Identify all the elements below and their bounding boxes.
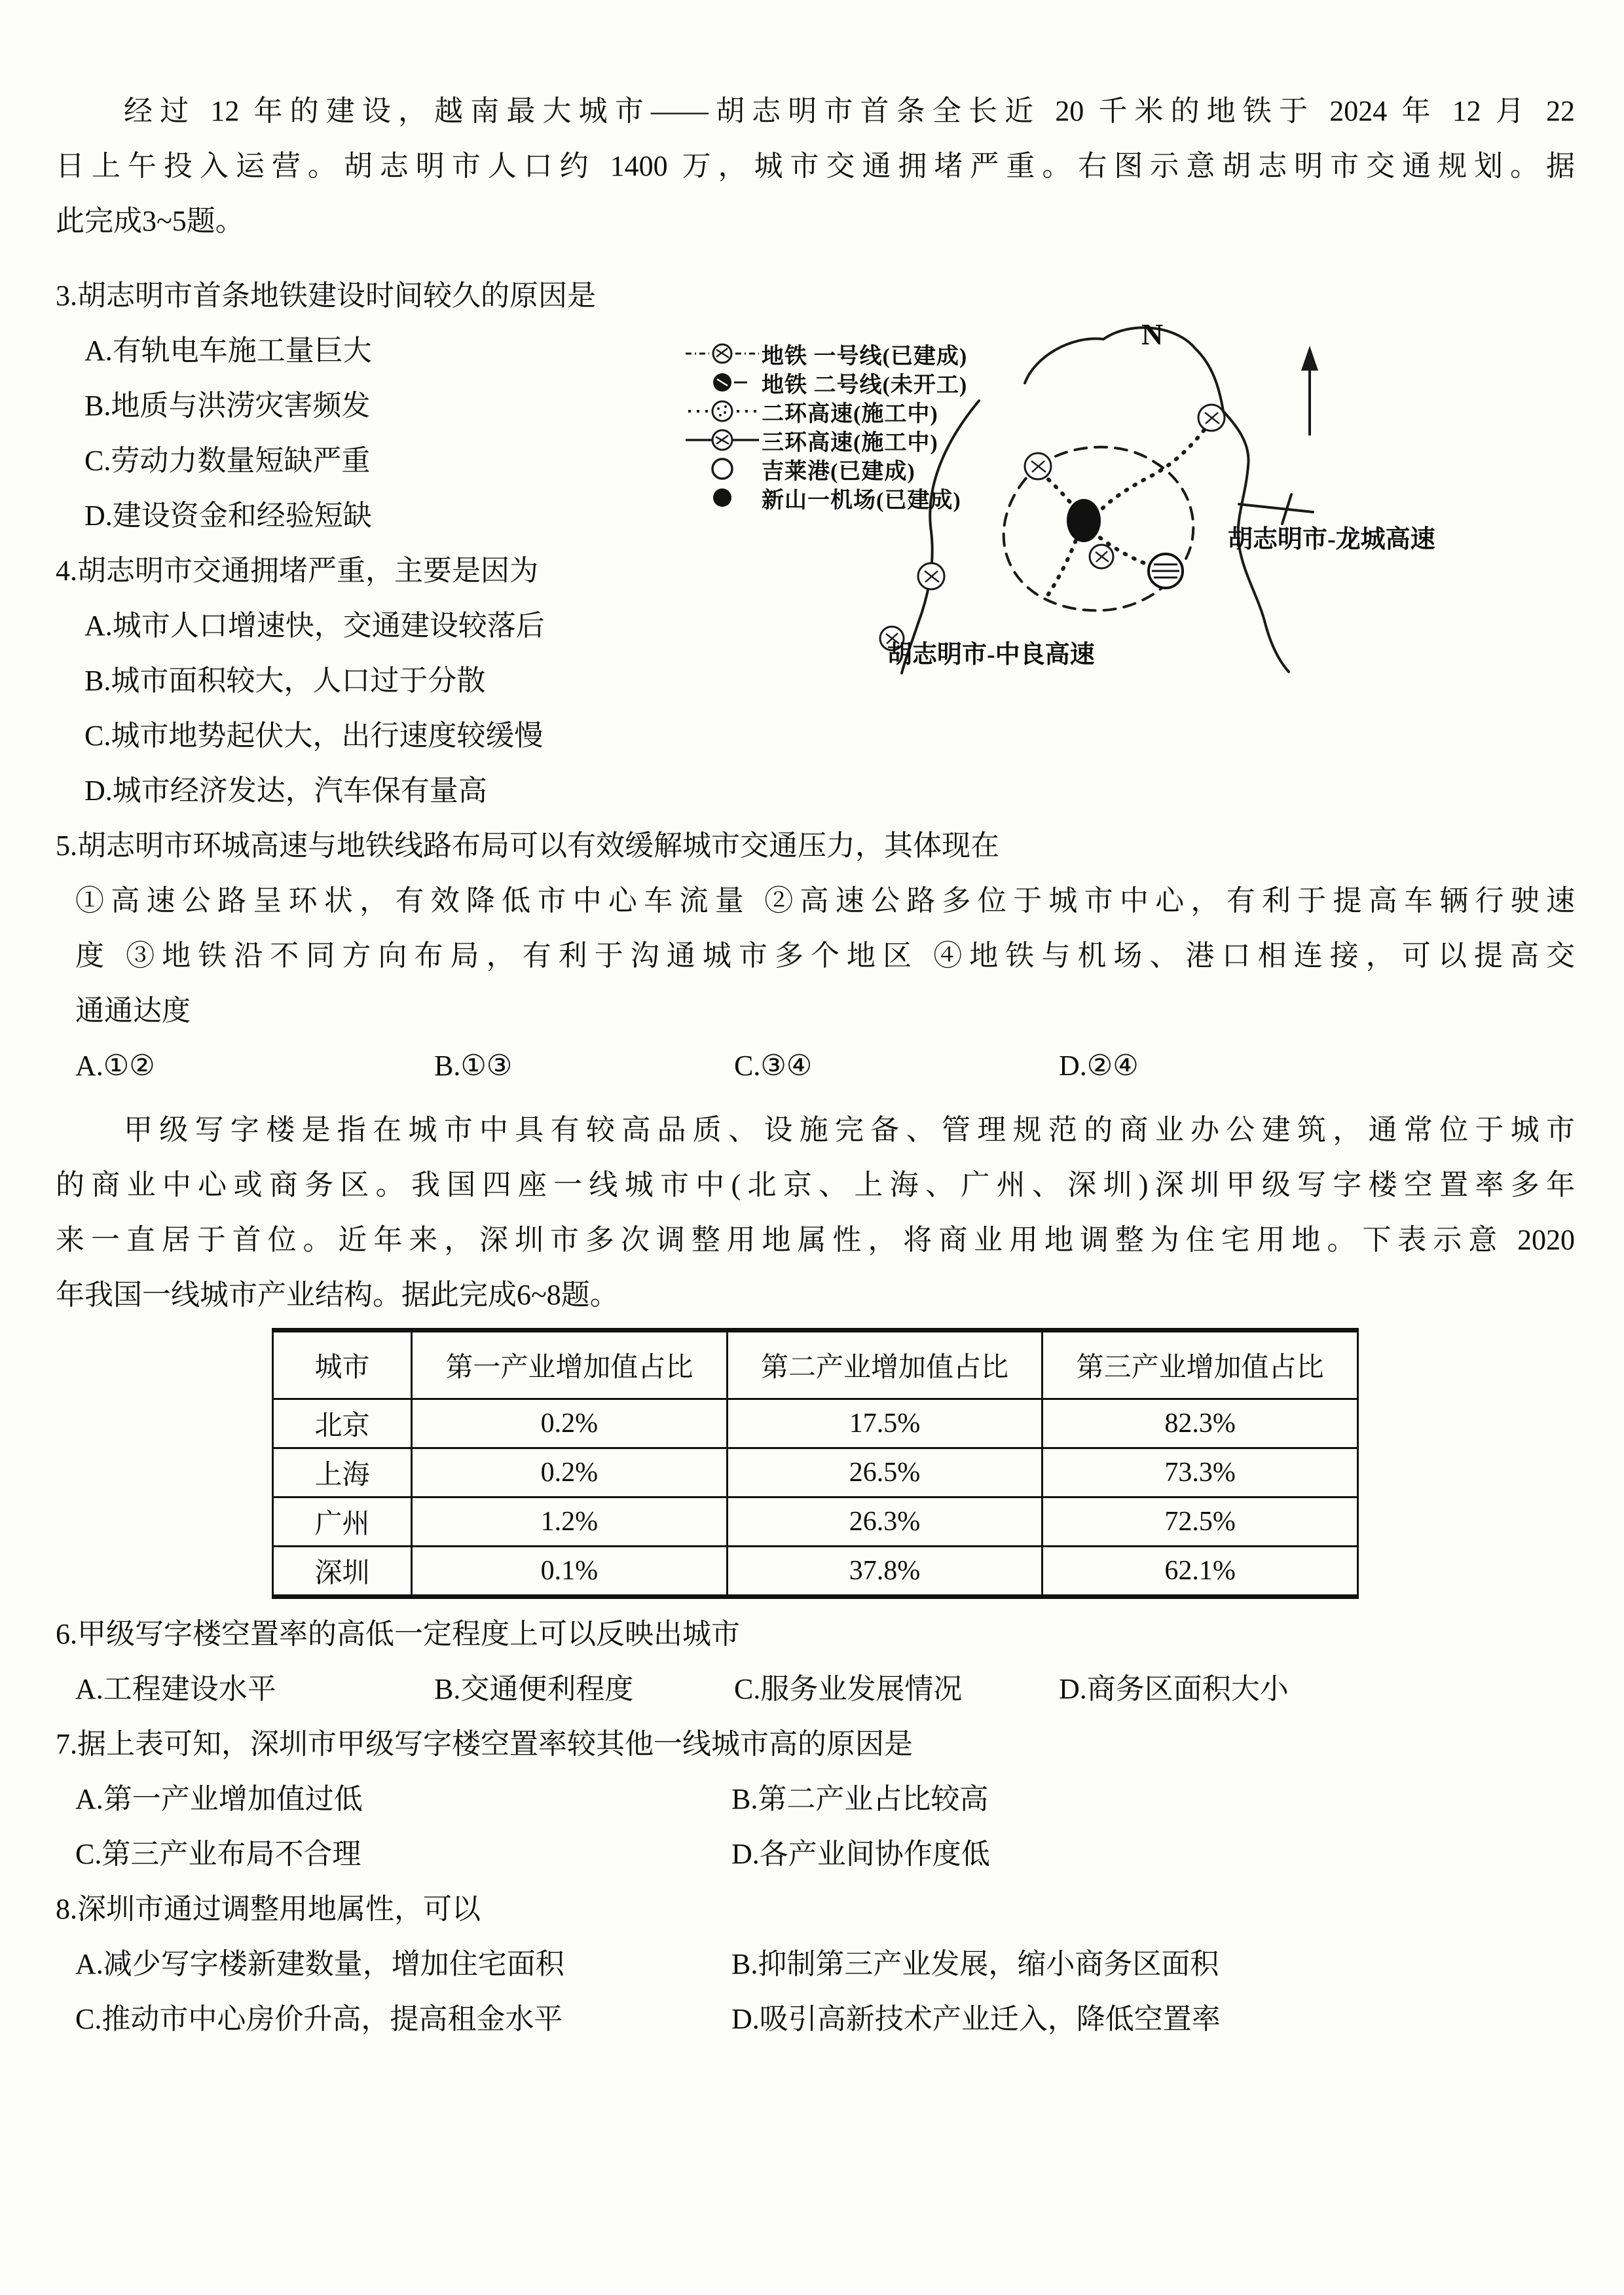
metro-line2-icon xyxy=(684,371,762,394)
option-label: C. xyxy=(75,2003,102,2035)
question-number: 8. xyxy=(56,1893,77,1925)
question-3-stem: 3.胡志明市首条地铁建设时间较久的原因是 xyxy=(56,280,596,312)
header-primary-industry: 第一产业增加值占比 xyxy=(412,1331,728,1399)
option-label: C. xyxy=(84,720,111,752)
text-line: 甲级写字楼是指在城市中具有较高品质、设施完备、管理规范的商业办公建筑，通常位于城市 xyxy=(124,1114,1575,1146)
question-3-option-a: A.有轨电车施工量巨大 xyxy=(84,335,372,367)
question-7-option-d: D.各产业间协作度低 xyxy=(731,1838,990,1870)
question-5-statements xyxy=(56,873,1575,1038)
option-label: A. xyxy=(75,1673,103,1705)
question-5-option-b: B.①③ xyxy=(434,1050,513,1082)
text-line: 来一直居于首位。近年来，深圳市多次调整用地属性，将商业用地调整为住宅用地。下表示意 2020 xyxy=(56,1224,1575,1256)
question-7-options-row1 xyxy=(56,1772,1575,1827)
cell-primary: 0.2% xyxy=(412,1448,728,1497)
question-number: 6. xyxy=(56,1618,77,1650)
option-label: B. xyxy=(434,1673,461,1705)
question-7-option-c: C.第三产业布局不合理 xyxy=(75,1838,361,1870)
cell-secondary: 17.5% xyxy=(727,1399,1043,1448)
question-5-stem: 5.胡志明市环城高速与地铁线路布局可以有效缓解城市交通压力，其体现在 xyxy=(56,830,999,862)
question-number: 3. xyxy=(56,280,77,312)
question-3-4-section xyxy=(56,268,1575,818)
question-8-option-b: B.抑制第三产业发展，缩小商务区面积 xyxy=(731,1948,1219,1980)
text-line: 年我国一线城市产业结构。据此完成6~8题。 xyxy=(56,1279,619,1311)
intro-paragraph-1 xyxy=(56,84,1575,249)
option-label: C. xyxy=(734,1673,761,1705)
option-label: A. xyxy=(75,1783,103,1815)
zhongliang-expressway-label: 胡志明市-中良高速 xyxy=(887,641,1095,669)
question-number: 4. xyxy=(56,555,77,587)
question-5-option-a: A.①② xyxy=(75,1050,155,1082)
text-line: 度 ③地铁沿不同方向布局，有利于沟通城市多个地区 ④地铁与机场、港口相连接，可以提高交 xyxy=(75,940,1575,972)
table-header-row xyxy=(273,1331,1358,1399)
option-label: A. xyxy=(75,1050,103,1082)
table-row-beijing xyxy=(273,1399,1358,1448)
north-label: N xyxy=(1141,318,1164,351)
option-label: D. xyxy=(1059,1673,1087,1705)
north-arrow-icon xyxy=(1301,346,1318,435)
cell-tertiary: 72.5% xyxy=(1043,1497,1358,1547)
airport-icon xyxy=(684,486,762,509)
question-8-options-row1 xyxy=(56,1937,1575,1992)
question-7-option-b: B.第二产业占比较高 xyxy=(731,1783,989,1815)
cell-city: 北京 xyxy=(273,1399,412,1448)
cell-primary: 0.1% xyxy=(412,1547,728,1597)
question-3-option-b: B.地质与洪涝灾害频发 xyxy=(84,390,371,422)
port-icon xyxy=(684,457,762,481)
cell-secondary: 37.8% xyxy=(727,1547,1043,1597)
legend-label: 新山一机场(已建成) xyxy=(762,488,961,513)
question-6-option-c: C.服务业发展情况 xyxy=(734,1673,963,1705)
table-row-shanghai xyxy=(273,1448,1358,1497)
text-line: 日上午投入运营。胡志明市人口约 1400 万，城市交通拥堵严重。右图示意胡志明市交通规划。据 xyxy=(56,150,1575,182)
cell-primary: 0.2% xyxy=(412,1399,728,1448)
question-6-option-b: B.交通便利程度 xyxy=(434,1673,634,1705)
header-city: 城市 xyxy=(273,1331,412,1399)
table-row-guangzhou xyxy=(273,1497,1358,1547)
metro-line1-icon xyxy=(684,342,762,365)
option-label: A. xyxy=(75,1948,103,1980)
cell-city: 上海 xyxy=(273,1448,412,1497)
text-line: 通通达度 xyxy=(75,995,191,1027)
legend-label: 地铁 二号线(未开工) xyxy=(762,373,968,397)
question-7-option-a: A.第一产业增加值过低 xyxy=(75,1783,363,1815)
option-label: B. xyxy=(731,1948,758,1980)
question-7-stem: 7.据上表可知，深圳市甲级写字楼空置率较其他一线城市高的原因是 xyxy=(56,1728,913,1760)
text-line: ①高速公路呈环状，有效降低市中心车流量 ②高速公路多位于城市中心，有利于提高车辆行驶速 xyxy=(75,885,1575,917)
hcmc-transport-map-figure xyxy=(668,301,1585,688)
option-label: C. xyxy=(734,1050,761,1082)
question-4-option-b: B.城市面积较大，人口过于分散 xyxy=(84,665,486,697)
cell-tertiary: 62.1% xyxy=(1043,1547,1358,1597)
option-label: D. xyxy=(84,775,113,807)
option-label: B. xyxy=(731,1783,758,1815)
question-5 xyxy=(56,818,1575,1093)
question-number: 5. xyxy=(56,830,77,862)
question-7 xyxy=(56,1717,1575,1882)
legend-label: 地铁 一号线(已建成) xyxy=(762,344,968,369)
question-3-option-d: D.建设资金和经验短缺 xyxy=(84,500,372,532)
legend-label: 二环高速(施工中) xyxy=(762,401,938,426)
cell-secondary: 26.5% xyxy=(727,1448,1043,1497)
header-secondary-industry: 第二产业增加值占比 xyxy=(727,1331,1043,1399)
question-4-option-d: D.城市经济发达，汽车保有量高 xyxy=(84,775,487,807)
cell-primary: 1.2% xyxy=(412,1497,728,1547)
option-label: B. xyxy=(84,665,111,697)
option-label: A. xyxy=(84,335,113,367)
cell-city: 广州 xyxy=(273,1497,412,1547)
question-6 xyxy=(56,1607,1575,1717)
ring3-expressway-icon xyxy=(684,428,762,452)
option-label: D. xyxy=(84,500,113,532)
option-label: D. xyxy=(731,2003,760,2035)
question-6-option-a: A.工程建设水平 xyxy=(75,1673,276,1705)
option-label: D. xyxy=(1059,1050,1087,1082)
intro-paragraph-2 xyxy=(56,1103,1575,1323)
option-label: D. xyxy=(731,1838,760,1870)
text-line: 经过 12 年的建设，越南最大城市——胡志明市首条全长近 20 千米的地铁于 2024 年 12 月 22 xyxy=(124,95,1575,127)
option-label: A. xyxy=(84,610,113,642)
question-4-option-a: A.城市人口增速快，交通建设较落后 xyxy=(84,610,545,642)
legend-label: 吉莱港(已建成) xyxy=(762,459,915,484)
cell-tertiary: 73.3% xyxy=(1043,1448,1358,1497)
header-tertiary-industry: 第三产业增加值占比 xyxy=(1043,1331,1358,1399)
longcheng-expressway-label: 胡志明市-龙城高速 xyxy=(1228,526,1435,553)
question-4-stem: 4.胡志明市交通拥堵严重，主要是因为 xyxy=(56,555,538,587)
question-8 xyxy=(56,1882,1575,2047)
question-6-stem: 6.甲级写字楼空置率的高低一定程度上可以反映出城市 xyxy=(56,1618,740,1650)
question-8-stem: 8.深圳市通过调整用地属性，可以 xyxy=(56,1893,481,1925)
table-row-shenzhen xyxy=(273,1547,1358,1597)
question-6-options xyxy=(56,1662,1575,1717)
question-5-option-c: C.③④ xyxy=(734,1050,813,1082)
ring2-expressway-icon xyxy=(684,399,762,423)
legend-label: 三环高速(施工中) xyxy=(762,430,938,455)
text-line: 此完成3~5题。 xyxy=(56,205,244,237)
question-7-options-row2 xyxy=(56,1827,1575,1882)
question-6-option-d: D.商务区面积大小 xyxy=(1059,1673,1289,1705)
question-3-option-c: C.劳动力数量短缺严重 xyxy=(84,445,371,477)
option-label: B. xyxy=(84,390,111,422)
question-5-options xyxy=(56,1038,1575,1093)
text-line: 的商业中心或商务区。我国四座一线城市中(北京、上海、广州、深圳)深圳甲级写字楼空置率多年 xyxy=(56,1169,1575,1201)
transport-map-graphic xyxy=(819,301,1585,681)
question-8-option-c: C.推动市中心房价升高，提高租金水平 xyxy=(75,2003,563,2035)
question-8-option-a: A.减少写字楼新建数量，增加住宅面积 xyxy=(75,1948,564,1980)
option-label: C. xyxy=(84,445,111,477)
question-8-options-row2 xyxy=(56,1992,1575,2047)
question-number: 7. xyxy=(56,1728,77,1760)
industry-structure-table xyxy=(272,1328,1359,1599)
option-label: C. xyxy=(75,1838,102,1870)
cell-secondary: 26.3% xyxy=(727,1497,1043,1547)
question-5-option-d: D.②④ xyxy=(1059,1050,1139,1082)
cell-tertiary: 82.3% xyxy=(1043,1399,1358,1448)
cell-city: 深圳 xyxy=(273,1547,412,1597)
question-8-option-d: D.吸引高新技术产业迁入，降低空置率 xyxy=(731,2003,1221,2035)
option-label: B. xyxy=(434,1050,461,1082)
question-4-option-c: C.城市地势起伏大，出行速度较缓慢 xyxy=(84,720,544,752)
